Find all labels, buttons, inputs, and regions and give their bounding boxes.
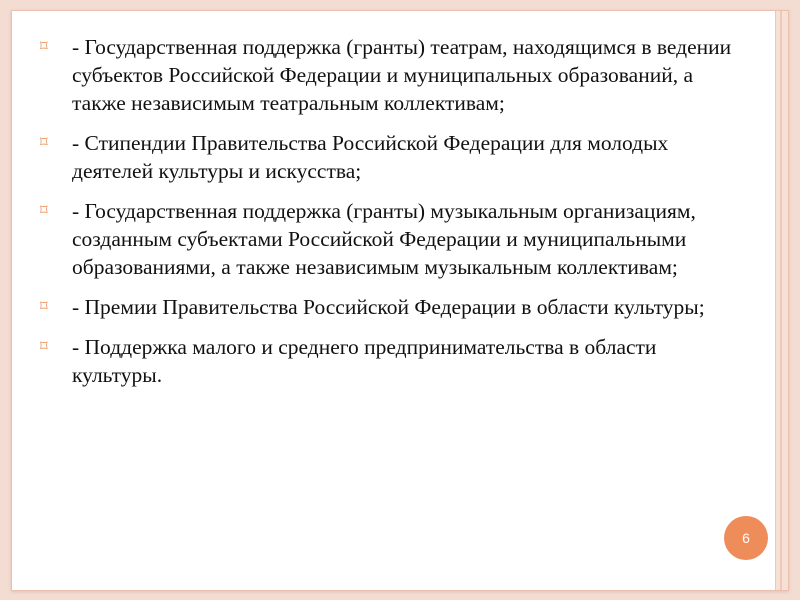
- list-item: [40, 129, 750, 185]
- list-item: [40, 33, 750, 117]
- slide: [11, 10, 789, 591]
- bullet-icon: ⌑: [40, 339, 48, 355]
- list-item-text: - Государственная поддержка (гранты) музыкальным организациям, созданным субъектами Российской Федерации и муниципальными образованиями, а также независимым музыкальным коллективам;: [72, 199, 696, 279]
- bullet-list: [40, 33, 750, 401]
- bullet-icon: ⌑: [40, 203, 48, 219]
- page-number-badge: 6: [724, 516, 768, 560]
- list-item: [40, 293, 750, 321]
- bullet-icon: ⌑: [40, 299, 48, 315]
- list-item: [40, 197, 750, 281]
- list-item-text: - Государственная поддержка (гранты) театрам, находящимся в ведении субъектов Российской Федерации и муниципальных образований, а также независимым театральным коллективам;: [72, 35, 732, 115]
- bullet-icon: ⌑: [40, 39, 48, 55]
- decorative-side-band: [775, 11, 788, 590]
- bullet-icon: ⌑: [40, 135, 48, 151]
- list-item-text: - Стипендии Правительства Российской Федерации для молодых деятелей культуры и искусства;: [72, 131, 669, 183]
- list-item-text: - Поддержка малого и среднего предпринимательства в области культуры.: [72, 335, 657, 387]
- list-item: [40, 333, 750, 389]
- list-item-text: - Премии Правительства Российской Федерации в области культуры;: [72, 295, 705, 319]
